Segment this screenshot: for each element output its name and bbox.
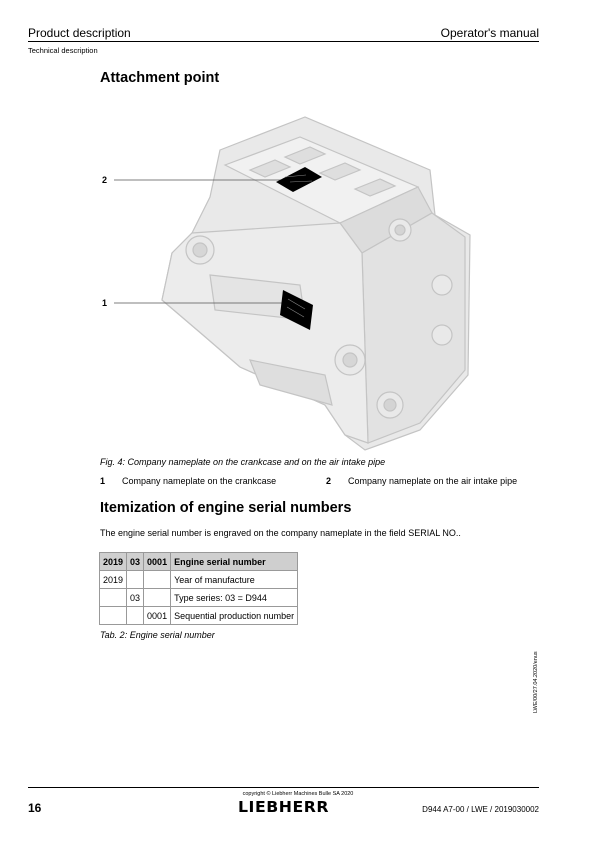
page-number: 16 — [28, 801, 42, 815]
table-cell: 2019 — [100, 571, 127, 589]
footer-rule — [28, 787, 539, 788]
engine-illustration — [100, 105, 540, 455]
legend-text: Company nameplate on the air intake pipe — [348, 476, 518, 486]
table-cell: Type series: 03 = D944 — [171, 589, 298, 607]
header-subtitle: Technical description — [28, 46, 98, 55]
footer-copyright: copyright © Liebherr Machines Bulle SA 2020 — [242, 791, 354, 797]
header-manual-title: Operator's manual — [440, 26, 539, 40]
footer-document-code: D944 A7-00 / LWE / 2019030002 — [422, 805, 539, 814]
legend-item-2 — [326, 476, 517, 486]
legend-item-1 — [100, 476, 276, 486]
header-rule — [28, 41, 539, 42]
side-document-code: LWE/00/27.04.2020/enus — [533, 651, 539, 713]
table-cell: 03 — [127, 589, 144, 607]
table-header-cell: 0001 — [144, 553, 171, 571]
figure-caption: Fig. 4: Company nameplate on the crankcase and on the air intake pipe — [100, 457, 386, 467]
table-cell: 0001 — [144, 607, 171, 625]
serial-number-table — [99, 552, 298, 625]
legend-number: 2 — [326, 476, 332, 486]
table-caption: Tab. 2: Engine serial number — [100, 630, 215, 640]
legend-text: Company nameplate on the crankcase — [122, 476, 277, 486]
table-header-cell: 03 — [127, 553, 144, 571]
table-row — [100, 571, 298, 589]
table-cell: Sequential production number — [171, 607, 298, 625]
table-cell — [144, 589, 171, 607]
liebherr-logo: LIEBHERR — [238, 798, 330, 816]
table-header-cell: Engine serial number — [171, 553, 298, 571]
table-cell — [100, 607, 127, 625]
table-header-row — [100, 553, 298, 571]
intro-paragraph: The engine serial number is engraved on the company nameplate in the field SERIAL NO.. — [100, 528, 461, 538]
section-title-serial-numbers: Itemization of engine serial numbers — [100, 500, 352, 516]
table-cell — [127, 571, 144, 589]
table-cell: Year of manufacture — [171, 571, 298, 589]
header-section-title: Product description — [28, 26, 131, 40]
engine-block-drawing — [162, 117, 470, 450]
callout-label-1: 1 — [102, 298, 108, 308]
table-cell — [127, 607, 144, 625]
table-cell — [100, 589, 127, 607]
table-cell — [144, 571, 171, 589]
legend-number: 1 — [100, 476, 106, 486]
table-header-cell: 2019 — [100, 553, 127, 571]
section-title-attachment-point: Attachment point — [100, 70, 220, 86]
table-row — [100, 589, 298, 607]
callout-label-2: 2 — [102, 175, 108, 185]
table-row — [100, 607, 298, 625]
